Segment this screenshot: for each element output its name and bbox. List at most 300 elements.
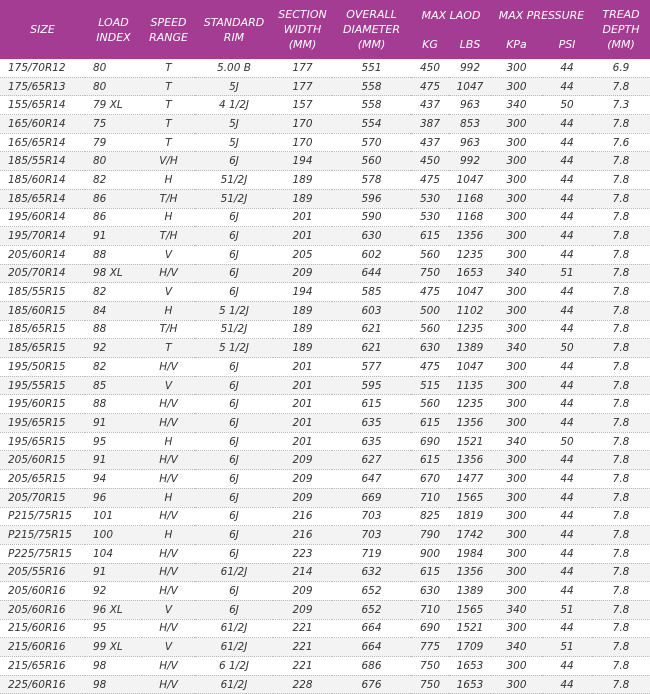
cell-tread-depth: 7.8 [592,675,650,694]
cell-size: 215/60R16 [0,619,85,638]
cell-max-pressure-kpa: 300 [491,414,542,433]
cell-load-index: 80 [85,77,142,96]
cell-max-pressure-kpa: 300 [491,451,542,470]
cell-max-load-lbs: 992 [449,152,491,171]
cell-size: 205/65R15 [0,470,85,489]
cell-size: 205/70R14 [0,264,85,283]
cell-overall-diameter: 652 [332,582,411,601]
table-row [0,227,650,246]
cell-max-pressure-kpa: 300 [491,133,542,152]
cell-max-load-kg: 437 [411,133,449,152]
cell-max-pressure-psi: 44 [542,619,592,638]
cell-max-load-lbs: 963 [449,96,491,115]
cell-standard-rim: 5 1/2J [195,301,273,320]
cell-standard-rim: 6J [195,470,273,489]
cell-max-load-lbs: 963 [449,133,491,152]
cell-max-load-lbs: 1047 [449,358,491,377]
cell-max-pressure-kpa: 300 [491,283,542,302]
cell-size: 195/60R15 [0,395,85,414]
table-row [0,189,650,208]
cell-speed-range: H [142,301,195,320]
cell-max-pressure-psi: 50 [542,432,592,451]
cell-size: 185/55R14 [0,152,85,171]
cell-standard-rim: 6J [195,432,273,451]
cell-standard-rim: 6J [195,507,273,526]
cell-tread-depth: 7.8 [592,451,650,470]
cell-max-pressure-kpa: 300 [491,507,542,526]
cell-max-load-kg: 825 [411,507,449,526]
cell-speed-range: T [142,115,195,134]
cell-max-pressure-kpa: 300 [491,301,542,320]
cell-section-width: 170 [273,133,332,152]
cell-load-index: 86 [85,208,142,227]
cell-overall-diameter: 676 [332,675,411,694]
cell-max-load-lbs: 1168 [449,208,491,227]
cell-max-load-kg: 630 [411,582,449,601]
cell-size: 185/60R14 [0,171,85,190]
cell-load-index: 104 [85,544,142,563]
cell-max-pressure-psi: 44 [542,675,592,694]
cell-max-load-lbs: 992 [449,59,491,77]
cell-max-pressure-kpa: 300 [491,657,542,676]
cell-max-pressure-kpa: 300 [491,582,542,601]
cell-speed-range: V [142,283,195,302]
cell-max-load-kg: 615 [411,414,449,433]
cell-load-index: 99 XL [85,638,142,657]
cell-max-pressure-kpa: 340 [491,339,542,358]
cell-speed-range: H [142,432,195,451]
cell-max-load-lbs: 1102 [449,301,491,320]
cell-overall-diameter: 554 [332,115,411,134]
cell-size: 205/60R15 [0,451,85,470]
cell-max-load-kg: 690 [411,432,449,451]
table-row [0,152,650,171]
cell-standard-rim: 6J [195,488,273,507]
cell-tread-depth: 7.8 [592,152,650,171]
cell-size: 185/65R15 [0,320,85,339]
cell-speed-range: T [142,133,195,152]
cell-speed-range: H/V [142,470,195,489]
cell-overall-diameter: 558 [332,77,411,96]
cell-max-load-kg: 710 [411,600,449,619]
cell-max-load-kg: 615 [411,563,449,582]
cell-overall-diameter: 630 [332,227,411,246]
cell-size: 195/60R14 [0,208,85,227]
cell-max-pressure-psi: 44 [542,152,592,171]
cell-standard-rim: 6J [195,208,273,227]
cell-tread-depth: 7.3 [592,96,650,115]
cell-max-load-lbs: 1819 [449,507,491,526]
cell-tread-depth: 7.8 [592,488,650,507]
cell-max-load-kg: 615 [411,451,449,470]
cell-tread-depth: 7.8 [592,376,650,395]
cell-standard-rim: 51/2J [195,171,273,190]
cell-max-pressure-psi: 51 [542,638,592,657]
cell-load-index: 96 XL [85,600,142,619]
cell-max-pressure-kpa: 340 [491,264,542,283]
table-row [0,320,650,339]
cell-tread-depth: 7.8 [592,115,650,134]
cell-max-pressure-kpa: 340 [491,638,542,657]
cell-size: 195/65R15 [0,414,85,433]
cell-standard-rim: 6J [195,526,273,545]
cell-overall-diameter: 719 [332,544,411,563]
cell-standard-rim: 61/2J [195,619,273,638]
cell-max-pressure-psi: 44 [542,582,592,601]
cell-max-load-lbs: 1168 [449,189,491,208]
cell-max-pressure-psi: 44 [542,358,592,377]
cell-section-width: 177 [273,77,332,96]
cell-tread-depth: 7.8 [592,526,650,545]
cell-max-pressure-psi: 44 [542,245,592,264]
cell-speed-range: H/V [142,395,195,414]
cell-standard-rim: 5J [195,77,273,96]
cell-section-width: 194 [273,152,332,171]
cell-load-index: 80 [85,59,142,77]
cell-tread-depth: 7.8 [592,208,650,227]
cell-load-index: 92 [85,582,142,601]
cell-max-load-kg: 560 [411,320,449,339]
cell-load-index: 82 [85,358,142,377]
cell-tread-depth: 7.8 [592,339,650,358]
cell-max-load-lbs: 1235 [449,395,491,414]
cell-max-pressure-psi: 44 [542,526,592,545]
cell-max-load-lbs: 1742 [449,526,491,545]
cell-overall-diameter: 570 [332,133,411,152]
cell-size: 205/55R16 [0,563,85,582]
cell-max-pressure-kpa: 340 [491,600,542,619]
header-tread-depth: TREAD DEPTH (MM) [592,0,650,59]
cell-load-index: 94 [85,470,142,489]
cell-max-pressure-psi: 44 [542,301,592,320]
cell-standard-rim: 61/2J [195,675,273,694]
cell-max-pressure-kpa: 300 [491,208,542,227]
cell-standard-rim: 6J [195,245,273,264]
cell-standard-rim: 6J [195,414,273,433]
cell-max-pressure-kpa: 300 [491,358,542,377]
cell-size: 185/60R15 [0,301,85,320]
cell-speed-range: T/H [142,227,195,246]
cell-load-index: 88 [85,395,142,414]
table-row [0,470,650,489]
cell-max-load-kg: 475 [411,358,449,377]
cell-tread-depth: 7.8 [592,544,650,563]
cell-standard-rim: 6J [195,264,273,283]
cell-tread-depth: 6.9 [592,59,650,77]
cell-max-load-kg: 387 [411,115,449,134]
table-row [0,283,650,302]
cell-tread-depth: 7.8 [592,283,650,302]
cell-load-index: 75 [85,115,142,134]
cell-overall-diameter: 603 [332,301,411,320]
cell-max-load-kg: 450 [411,59,449,77]
cell-tread-depth: 7.8 [592,470,650,489]
cell-max-load-lbs: 1047 [449,283,491,302]
cell-section-width: 177 [273,59,332,77]
cell-overall-diameter: 669 [332,488,411,507]
cell-max-pressure-kpa: 300 [491,320,542,339]
cell-load-index: 88 [85,245,142,264]
cell-size: P225/75R15 [0,544,85,563]
cell-size: 215/60R16 [0,638,85,657]
cell-overall-diameter: 635 [332,414,411,433]
cell-max-load-lbs: 1047 [449,171,491,190]
table-row [0,171,650,190]
cell-overall-diameter: 560 [332,152,411,171]
cell-standard-rim: 6J [195,283,273,302]
cell-size: 195/55R15 [0,376,85,395]
cell-standard-rim: 6J [195,582,273,601]
cell-max-load-lbs: 1565 [449,600,491,619]
cell-section-width: 157 [273,96,332,115]
cell-overall-diameter: 615 [332,395,411,414]
cell-load-index: 91 [85,414,142,433]
cell-speed-range: V [142,600,195,619]
cell-overall-diameter: 602 [332,245,411,264]
cell-max-load-lbs: 1389 [449,582,491,601]
cell-tread-depth: 7.8 [592,600,650,619]
cell-standard-rim: 61/2J [195,563,273,582]
header-overall-diameter: OVERALL DIAMETER (MM) [332,0,411,59]
table-row [0,451,650,470]
table-row [0,638,650,657]
table-row [0,264,650,283]
cell-tread-depth: 7.8 [592,619,650,638]
cell-section-width: 209 [273,582,332,601]
cell-speed-range: H/V [142,582,195,601]
cell-section-width: 209 [273,470,332,489]
cell-load-index: 84 [85,301,142,320]
cell-size: 195/65R15 [0,432,85,451]
cell-size: 175/65R13 [0,77,85,96]
table-row [0,133,650,152]
cell-max-pressure-psi: 44 [542,376,592,395]
cell-overall-diameter: 652 [332,600,411,619]
cell-max-load-lbs: 1653 [449,657,491,676]
table-body [0,59,650,694]
header-max-load: MAX LAOD [411,0,491,30]
cell-speed-range: H [142,488,195,507]
table-row [0,59,650,77]
cell-load-index: 86 [85,189,142,208]
cell-section-width: 189 [273,171,332,190]
cell-overall-diameter: 596 [332,189,411,208]
cell-section-width: 201 [273,395,332,414]
cell-max-load-lbs: 1521 [449,619,491,638]
cell-max-pressure-kpa: 300 [491,189,542,208]
cell-max-load-lbs: 1047 [449,77,491,96]
cell-max-load-kg: 515 [411,376,449,395]
cell-speed-range: T [142,77,195,96]
cell-max-load-kg: 500 [411,301,449,320]
cell-max-load-lbs: 1356 [449,451,491,470]
cell-max-load-kg: 475 [411,171,449,190]
cell-overall-diameter: 577 [332,358,411,377]
cell-max-load-lbs: 1984 [449,544,491,563]
cell-max-pressure-kpa: 300 [491,395,542,414]
cell-max-pressure-psi: 44 [542,171,592,190]
cell-max-load-kg: 437 [411,96,449,115]
cell-max-pressure-psi: 50 [542,339,592,358]
header-max-pressure: MAX PRESSURE [491,0,592,30]
cell-speed-range: H [142,171,195,190]
cell-max-load-kg: 790 [411,526,449,545]
cell-section-width: 201 [273,414,332,433]
cell-max-pressure-kpa: 300 [491,488,542,507]
header-psi: PSI [542,30,592,59]
cell-max-load-kg: 560 [411,395,449,414]
cell-max-load-kg: 900 [411,544,449,563]
cell-load-index: 91 [85,451,142,470]
cell-speed-range: H/V [142,264,195,283]
cell-max-load-kg: 475 [411,77,449,96]
cell-max-pressure-psi: 44 [542,657,592,676]
cell-max-load-lbs: 1389 [449,339,491,358]
cell-max-load-kg: 530 [411,208,449,227]
table-row [0,115,650,134]
cell-max-load-lbs: 1521 [449,432,491,451]
cell-max-load-kg: 775 [411,638,449,657]
cell-speed-range: T/H [142,320,195,339]
cell-tread-depth: 7.6 [592,133,650,152]
cell-size: P215/75R15 [0,526,85,545]
cell-max-pressure-psi: 44 [542,115,592,134]
cell-speed-range: V [142,638,195,657]
cell-max-load-kg: 670 [411,470,449,489]
cell-max-load-kg: 450 [411,152,449,171]
cell-overall-diameter: 647 [332,470,411,489]
table-row [0,619,650,638]
cell-tread-depth: 7.8 [592,395,650,414]
cell-max-pressure-kpa: 300 [491,245,542,264]
table-row [0,96,650,115]
cell-max-load-lbs: 1235 [449,245,491,264]
cell-section-width: 216 [273,526,332,545]
cell-section-width: 209 [273,451,332,470]
cell-max-pressure-psi: 44 [542,59,592,77]
cell-tread-depth: 7.8 [592,77,650,96]
cell-max-load-kg: 475 [411,283,449,302]
cell-max-pressure-psi: 44 [542,563,592,582]
cell-size: 205/60R14 [0,245,85,264]
cell-tread-depth: 7.8 [592,582,650,601]
cell-section-width: 216 [273,507,332,526]
cell-load-index: 85 [85,376,142,395]
cell-overall-diameter: 585 [332,283,411,302]
cell-size: 175/70R12 [0,59,85,77]
cell-overall-diameter: 621 [332,320,411,339]
cell-overall-diameter: 635 [332,432,411,451]
cell-overall-diameter: 627 [332,451,411,470]
cell-overall-diameter: 664 [332,638,411,657]
cell-size: 165/65R14 [0,133,85,152]
cell-max-pressure-kpa: 300 [491,59,542,77]
cell-speed-range: V [142,376,195,395]
cell-max-load-lbs: 1356 [449,227,491,246]
cell-load-index: 98 XL [85,264,142,283]
table-row [0,414,650,433]
cell-max-pressure-psi: 44 [542,544,592,563]
cell-overall-diameter: 595 [332,376,411,395]
cell-overall-diameter: 703 [332,526,411,545]
table-row [0,488,650,507]
cell-load-index: 79 [85,133,142,152]
cell-speed-range: V [142,245,195,264]
cell-size: 205/70R15 [0,488,85,507]
cell-size: 185/55R15 [0,283,85,302]
cell-max-load-kg: 750 [411,657,449,676]
cell-standard-rim: 6J [195,600,273,619]
cell-max-load-lbs: 1356 [449,563,491,582]
cell-size: P215/75R15 [0,507,85,526]
header-lbs: LBS [449,30,491,59]
cell-max-pressure-psi: 44 [542,133,592,152]
table-row [0,208,650,227]
cell-standard-rim: 6J [195,376,273,395]
cell-tread-depth: 7.8 [592,657,650,676]
table-row [0,563,650,582]
cell-max-pressure-kpa: 300 [491,77,542,96]
cell-overall-diameter: 551 [332,59,411,77]
cell-load-index: 98 [85,657,142,676]
cell-tread-depth: 7.8 [592,358,650,377]
cell-overall-diameter: 644 [332,264,411,283]
cell-section-width: 205 [273,245,332,264]
cell-standard-rim: 6J [195,395,273,414]
cell-speed-range: H/V [142,544,195,563]
cell-size: 185/65R14 [0,189,85,208]
cell-max-pressure-kpa: 300 [491,171,542,190]
cell-max-load-kg: 710 [411,488,449,507]
cell-standard-rim: 6J [195,451,273,470]
cell-section-width: 209 [273,600,332,619]
cell-max-load-lbs: 1235 [449,320,491,339]
cell-standard-rim: 6J [195,358,273,377]
cell-max-pressure-psi: 44 [542,227,592,246]
cell-section-width: 228 [273,675,332,694]
cell-section-width: 189 [273,339,332,358]
cell-speed-range: T [142,59,195,77]
cell-load-index: 91 [85,227,142,246]
cell-standard-rim: 6 1/2J [195,657,273,676]
cell-max-pressure-psi: 44 [542,470,592,489]
cell-section-width: 209 [273,264,332,283]
cell-max-pressure-psi: 44 [542,283,592,302]
cell-size: 205/60R16 [0,582,85,601]
cell-max-load-lbs: 1135 [449,376,491,395]
cell-speed-range: T/H [142,189,195,208]
cell-standard-rim: 51/2J [195,320,273,339]
cell-size: 225/60R16 [0,675,85,694]
cell-load-index: 95 [85,432,142,451]
table-row [0,339,650,358]
table-row [0,245,650,264]
header-section-width: SECTION WIDTH (MM) [273,0,332,59]
cell-max-pressure-kpa: 300 [491,526,542,545]
table-header [0,0,650,59]
cell-standard-rim: 5.00 B [195,59,273,77]
cell-max-pressure-psi: 44 [542,488,592,507]
cell-load-index: 88 [85,320,142,339]
cell-load-index: 92 [85,339,142,358]
cell-max-load-kg: 630 [411,339,449,358]
cell-max-load-lbs: 1653 [449,675,491,694]
cell-overall-diameter: 703 [332,507,411,526]
cell-section-width: 221 [273,657,332,676]
cell-speed-range: T [142,339,195,358]
cell-size: 165/60R14 [0,115,85,134]
cell-standard-rim: 6J [195,152,273,171]
